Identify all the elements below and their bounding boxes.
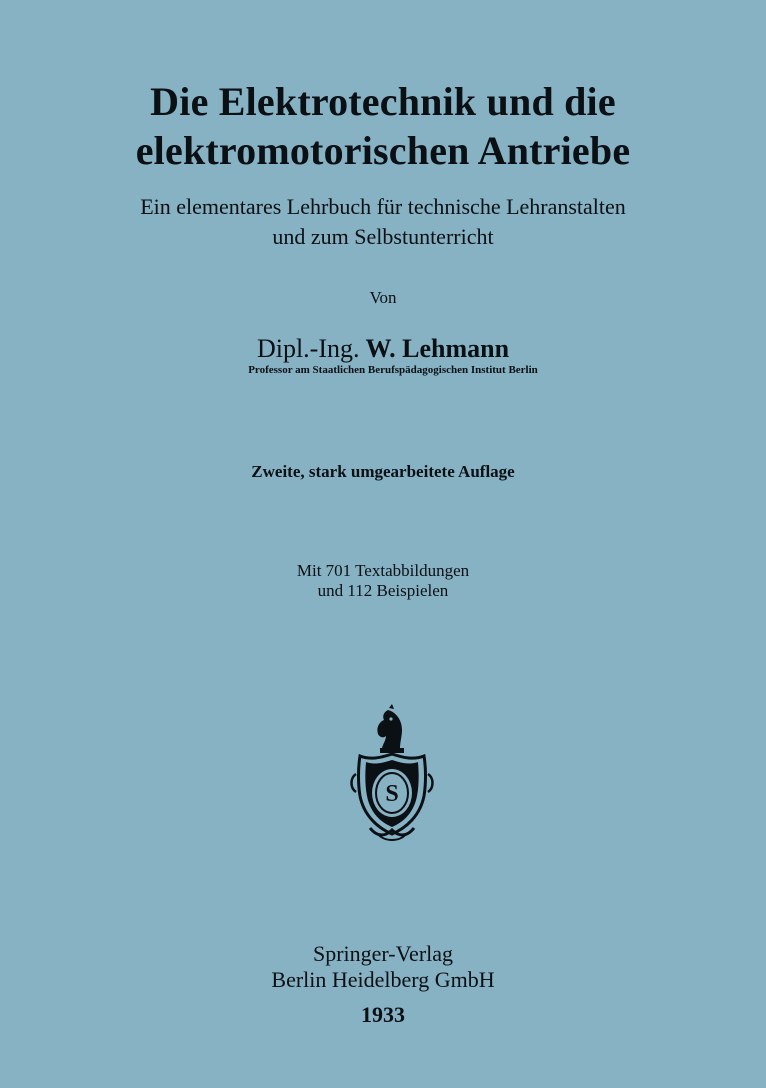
title-line-2: elektromotorischen Antriebe bbox=[135, 128, 631, 173]
publisher-line-1: Springer-Verlag bbox=[312, 941, 454, 966]
publication-year: 1933 bbox=[361, 1002, 405, 1027]
subtitle-line-1: Ein elementares Lehrbuch für technische Lehranstalten bbox=[140, 194, 626, 219]
edition-statement: Zweite, stark umgearbeitete Auflage bbox=[251, 462, 515, 481]
author-prefix: Dipl.-Ing. bbox=[256, 334, 360, 363]
author-affiliation: Professor am Staatlichen Berufspädagogischen Institut Berlin bbox=[248, 364, 538, 376]
illustrations-line-2: und 112 Beispielen bbox=[317, 581, 449, 600]
illustrations-line-1: Mit 701 Textabbildungen bbox=[296, 561, 470, 580]
emblem-letter: S bbox=[385, 781, 399, 807]
by-label: Von bbox=[369, 288, 397, 307]
subtitle-line-2: und zum Selbstunterricht bbox=[272, 224, 494, 249]
publisher-line-2: Berlin Heidelberg GmbH bbox=[271, 967, 495, 992]
springer-knight-emblem-icon bbox=[348, 704, 436, 842]
author-line bbox=[0, 336, 766, 362]
author-name: W. Lehmann bbox=[365, 334, 510, 363]
title-line-1: Die Elektrotechnik und die bbox=[150, 79, 616, 124]
